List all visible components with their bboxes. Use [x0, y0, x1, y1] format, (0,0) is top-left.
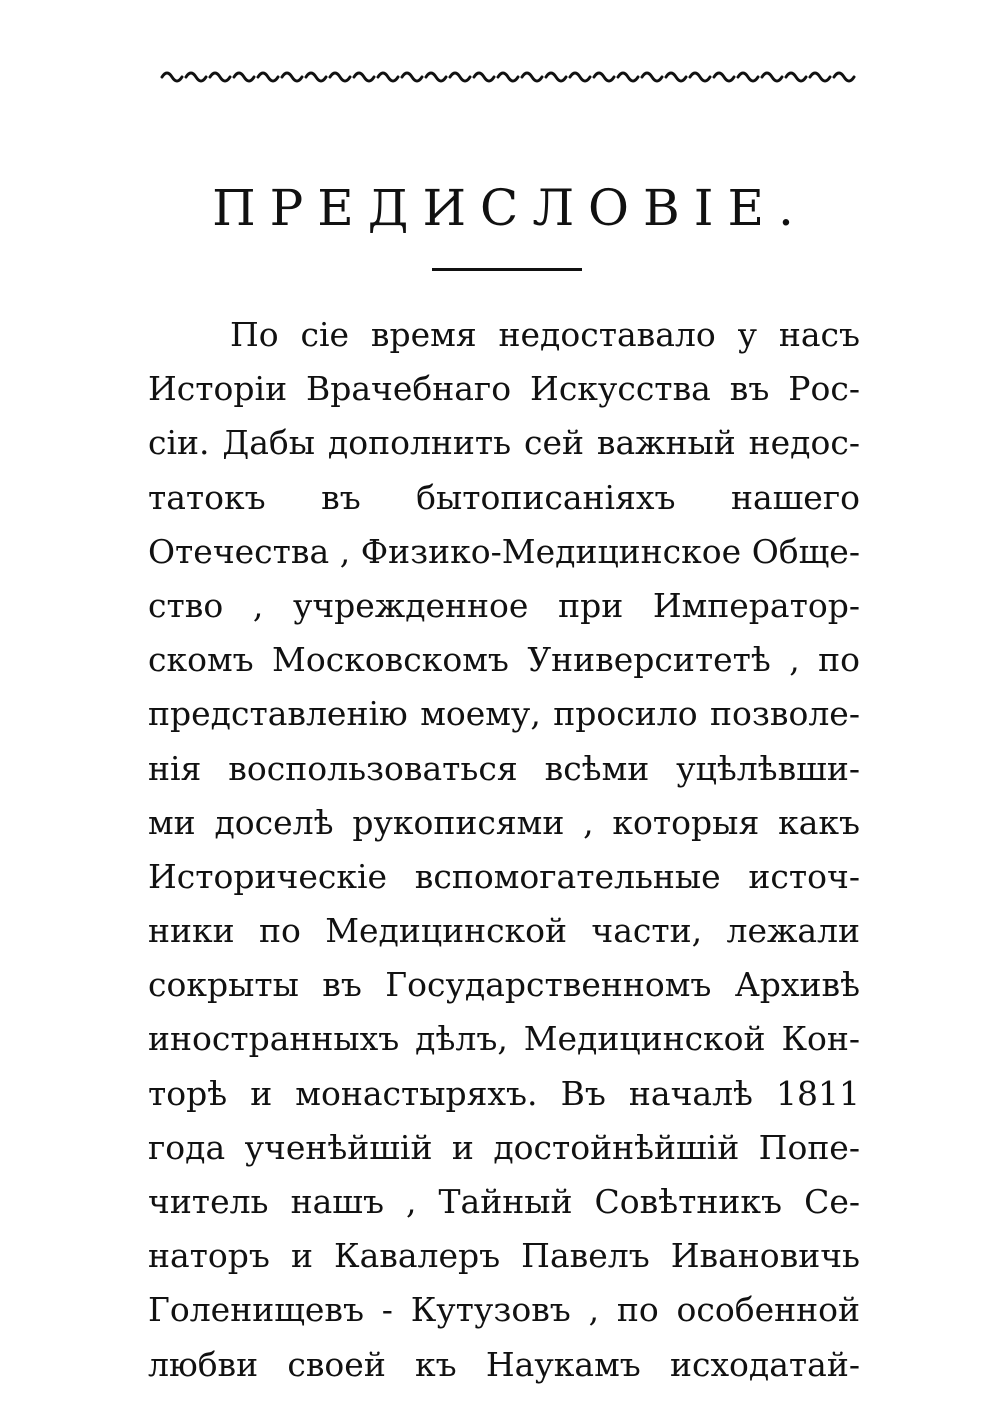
ornament-wave: [594, 73, 614, 81]
ornament-wave: [258, 73, 278, 81]
text-line: нiя воспользоваться всѣми уцѣлѣвши-: [148, 748, 860, 788]
ornament-wave: [738, 73, 758, 81]
ornament-wave: [426, 73, 446, 81]
text-line: Исторiи Врачебнаго Искусства въ Рос-: [148, 369, 860, 409]
text-line: иностранныхъ дѣлъ, Медицинской Кон-: [148, 1019, 860, 1059]
text-line: ники по Медицинской части, лежали: [148, 911, 860, 951]
text-line: ство , учрежденное при Император-: [148, 585, 860, 625]
ornament-wave: [186, 73, 206, 81]
ornament-wave: [786, 73, 806, 81]
ornament-wave: [234, 73, 254, 81]
text-line: наторъ и Кавалеръ Павелъ Ивановичь: [148, 1236, 860, 1276]
text-line: года ученѣйшiй и достойнѣйшiй Попе-: [148, 1127, 860, 1167]
ornament-wave: [354, 73, 374, 81]
text-line: скомъ Московскомъ Университетѣ , по: [148, 640, 860, 680]
text-line: любви своей къ Наукамъ исходатай-: [148, 1344, 860, 1384]
ornament-wave: [210, 73, 230, 81]
ornament-wave: [450, 73, 470, 81]
text-line: Отечества , Физико-Медицинское Обще-: [148, 531, 860, 571]
ornament-wave: [810, 73, 830, 81]
ornament-wave: [762, 73, 782, 81]
text-line: торѣ и монастыряхъ. Въ началѣ 1811: [148, 1073, 860, 1113]
ornament-wave: [690, 73, 710, 81]
title-divider: [432, 268, 582, 271]
text-line: сiи. Дабы дополнить сей важный недос-: [148, 423, 860, 463]
ornament-wave: [570, 73, 590, 81]
text-line: По сiе время недоставало у насъ: [230, 315, 860, 354]
text-line: представленiю моему, просило позволе-: [148, 694, 860, 734]
ornament-wave: [546, 73, 566, 81]
ornament-wave: [402, 73, 422, 81]
ornament-wave: [474, 73, 494, 81]
ornament-wave: [378, 73, 398, 81]
ornament-wave: [282, 73, 302, 81]
ornament-wave: [714, 73, 734, 81]
text-line: ми доселѣ рукописями , которыя какъ: [148, 802, 860, 842]
decorative-ornament-border: [160, 62, 860, 88]
ornament-wave: [522, 73, 542, 81]
ornament-wave: [306, 73, 326, 81]
text-line: сокрыты въ Государственномъ Архивѣ: [148, 965, 860, 1005]
ornament-wave: [834, 73, 854, 81]
ornament-wave: [618, 73, 638, 81]
ornament-wave: [162, 73, 182, 81]
text-line: Историческiе вспомогательные источ-: [148, 856, 860, 896]
ornament-wave: [330, 73, 350, 81]
text-line: татокъ въ бытописанiяхъ нашего: [148, 477, 860, 517]
page-title: ПРЕДИСЛОВIЕ.: [212, 179, 808, 237]
preface-body: [148, 308, 860, 1392]
text-line: Голенищевъ - Кутузовъ , по особенной: [148, 1290, 860, 1330]
ornament-wave: [642, 73, 662, 81]
ornament-wave: [666, 73, 686, 81]
text-line: читель нашъ , Тайный Совѣтникъ Се-: [148, 1182, 860, 1221]
ornament-wave: [498, 73, 518, 81]
